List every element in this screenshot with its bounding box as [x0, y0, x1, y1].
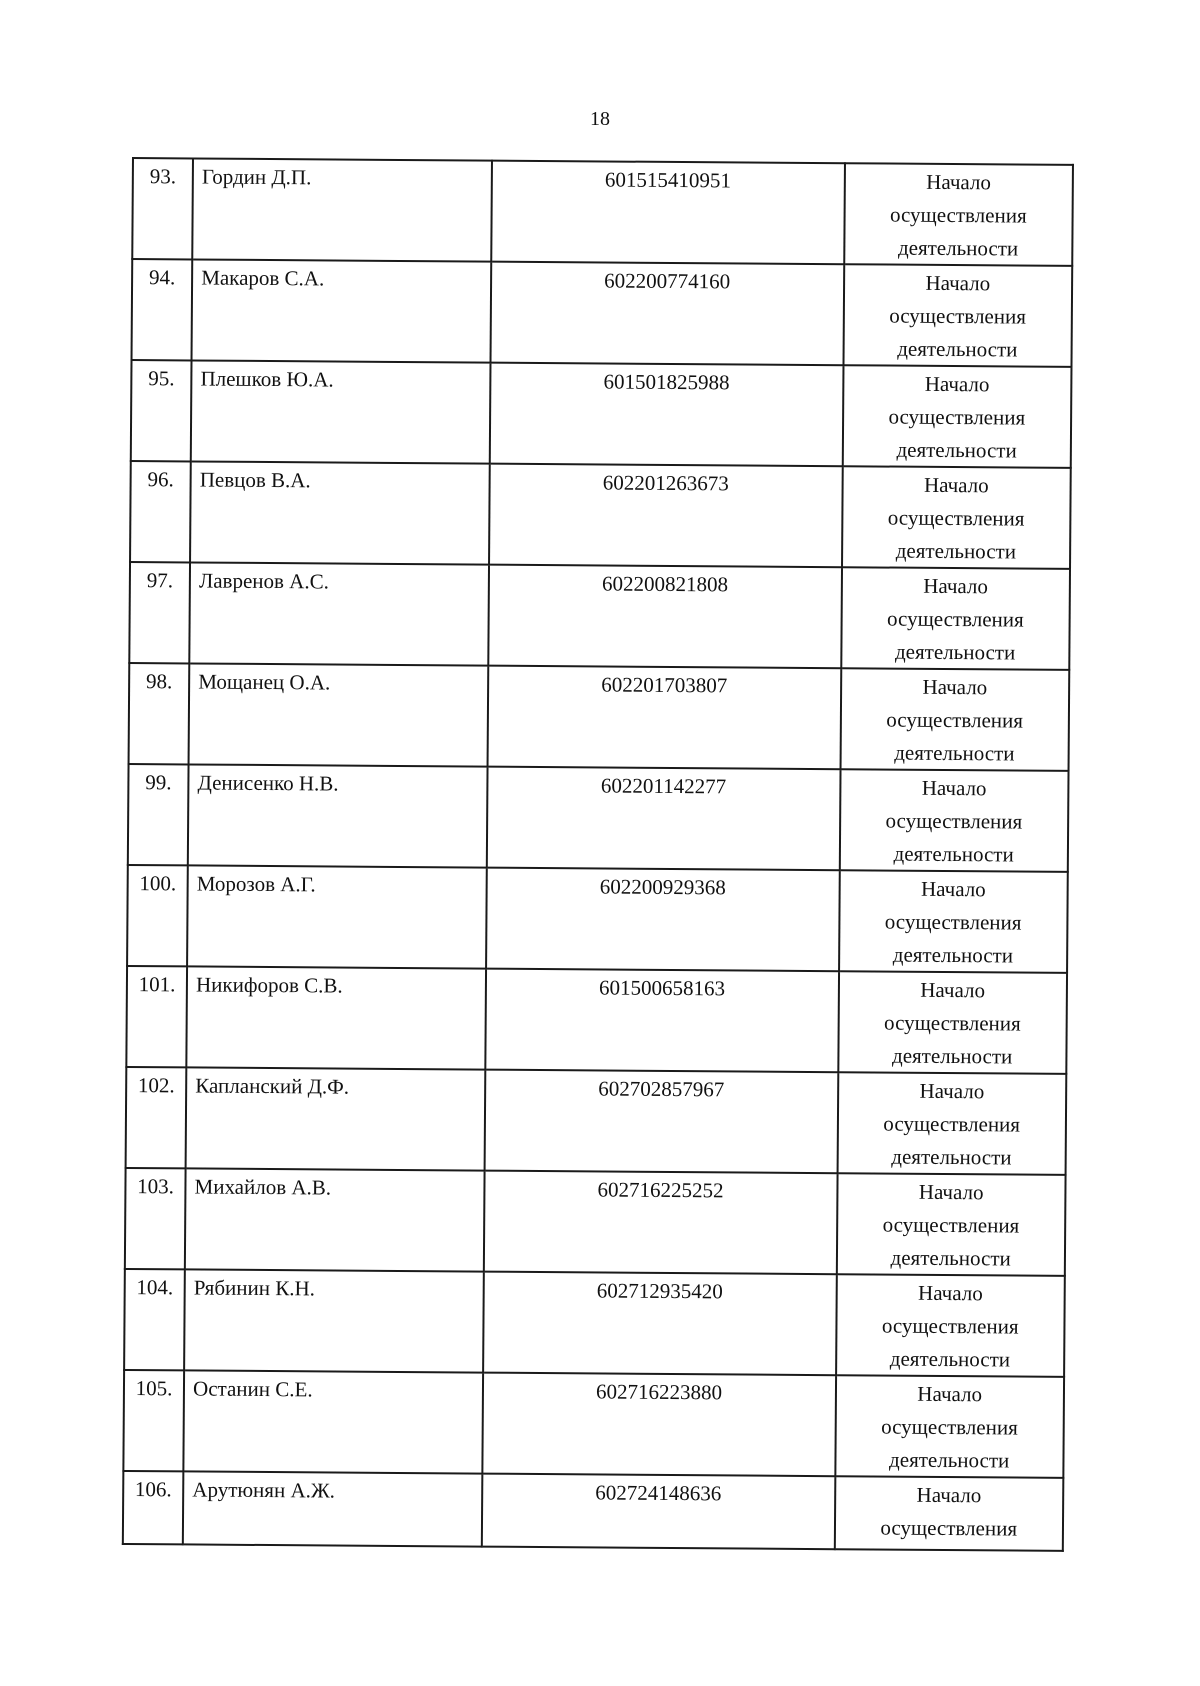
- person-name: Останин С.Е.: [183, 1370, 482, 1473]
- table-row: [124, 1269, 1065, 1377]
- table-row: [131, 360, 1072, 468]
- inn-number: 602716225252: [484, 1171, 837, 1275]
- person-name: Макаров С.А.: [192, 259, 491, 362]
- person-name: Морозов А.Г.: [187, 865, 486, 968]
- status-cell: [837, 1072, 1066, 1175]
- row-number: 100.: [127, 865, 188, 966]
- person-name: Гордин Д.П.: [192, 158, 491, 261]
- status-line: осуществления: [888, 404, 1026, 430]
- status-cell: [840, 668, 1069, 771]
- status-line: деятельности: [892, 942, 1014, 968]
- inn-number: 602200774160: [490, 262, 843, 366]
- registry-table-container: [122, 157, 1074, 1550]
- table-row: [126, 1067, 1067, 1175]
- status-cell: [841, 567, 1070, 670]
- table-row: [123, 1370, 1064, 1478]
- status-cell: [836, 1173, 1065, 1276]
- inn-number: 602201263673: [489, 464, 842, 568]
- status-line: Начало: [920, 977, 986, 1003]
- status-cell: [835, 1375, 1064, 1478]
- table-row: [132, 259, 1073, 367]
- status-line: деятельности: [895, 538, 1017, 564]
- person-name: Лавренов А.С.: [189, 562, 488, 665]
- status-line: осуществления: [886, 606, 1024, 632]
- status-cell: [843, 264, 1072, 367]
- inn-number: 602702857967: [484, 1070, 837, 1174]
- table-row: [132, 158, 1073, 266]
- status-line: Начало: [921, 775, 987, 801]
- inn-number: 602716223880: [482, 1373, 835, 1477]
- status-cell: [842, 466, 1071, 569]
- person-name: Певцов В.А.: [190, 461, 489, 564]
- status-line: осуществления: [881, 1414, 1018, 1440]
- status-line: деятельности: [894, 639, 1016, 665]
- status-line: деятельности: [891, 1043, 1013, 1069]
- table-row: [123, 1471, 1064, 1551]
- inn-number: 602724148636: [482, 1474, 835, 1550]
- person-name: Арутюнян А.Ж.: [183, 1471, 482, 1546]
- status-line: Начало: [919, 1078, 985, 1104]
- registry-table: [122, 157, 1074, 1552]
- status-cell: [842, 365, 1071, 468]
- status-cell: [839, 769, 1068, 872]
- table-row: [127, 865, 1068, 973]
- status-line: деятельности: [897, 336, 1018, 362]
- status-cell: [838, 971, 1067, 1074]
- status-line: деятельности: [889, 1346, 1011, 1372]
- inn-number: 602201703807: [487, 666, 840, 770]
- status-line: осуществления: [880, 1515, 1018, 1541]
- status-line: осуществления: [884, 1010, 1021, 1036]
- table-row: [129, 663, 1070, 771]
- row-number: 104.: [124, 1269, 185, 1370]
- row-number: 93.: [132, 158, 193, 259]
- person-name: Михайлов А.В.: [185, 1168, 484, 1271]
- row-number: 94.: [132, 259, 193, 360]
- status-line: Начало: [925, 270, 991, 296]
- status-cell: [834, 1476, 1063, 1551]
- page-number: 18: [590, 108, 610, 130]
- inn-number: 602200929368: [486, 868, 839, 972]
- row-number: 95.: [131, 360, 192, 461]
- row-number: 97.: [129, 562, 190, 663]
- row-number: 96.: [130, 461, 191, 562]
- person-name: Капланский Д.Ф.: [186, 1067, 485, 1170]
- inn-number: 601501825988: [490, 363, 843, 467]
- status-line: осуществления: [889, 202, 1027, 228]
- inn-number: 601500658163: [485, 969, 838, 1073]
- table-row: [129, 562, 1070, 670]
- row-number: 101.: [126, 966, 187, 1067]
- inn-number: 602201142277: [487, 767, 840, 871]
- status-line: Начало: [923, 472, 989, 498]
- status-line: деятельности: [897, 235, 1019, 261]
- status-line: осуществления: [889, 303, 1027, 329]
- row-number: 103.: [125, 1168, 186, 1269]
- status-line: деятельности: [889, 1447, 1010, 1473]
- status-line: Начало: [917, 1280, 983, 1306]
- inn-number: 601515410951: [491, 161, 844, 265]
- row-number: 99.: [128, 764, 189, 865]
- person-name: Рябинин К.Н.: [184, 1269, 483, 1372]
- status-line: деятельности: [896, 437, 1017, 463]
- status-line: осуществления: [885, 808, 1023, 834]
- row-number: 102.: [126, 1067, 187, 1168]
- status-line: деятельности: [890, 1245, 1011, 1271]
- row-number: 105.: [123, 1370, 184, 1471]
- row-number: 98.: [129, 663, 190, 764]
- status-line: Начало: [926, 169, 992, 195]
- status-line: деятельности: [891, 1144, 1012, 1170]
- table-row: [126, 966, 1067, 1074]
- status-line: осуществления: [886, 707, 1024, 733]
- status-line: Начало: [923, 573, 989, 599]
- status-cell: [836, 1274, 1065, 1377]
- status-line: осуществления: [884, 909, 1022, 935]
- status-line: Начало: [924, 371, 990, 397]
- status-line: осуществления: [887, 505, 1025, 531]
- status-line: Начало: [920, 876, 986, 902]
- inn-number: 602200821808: [488, 565, 841, 669]
- status-line: осуществления: [883, 1111, 1021, 1137]
- status-cell: [844, 163, 1073, 266]
- status-line: деятельности: [894, 740, 1015, 766]
- status-line: Начало: [918, 1179, 984, 1205]
- person-name: Плешков Ю.А.: [191, 360, 490, 463]
- table-row: [128, 764, 1069, 872]
- status-line: Начало: [916, 1482, 982, 1508]
- table-row: [130, 461, 1071, 569]
- status-line: осуществления: [881, 1313, 1019, 1339]
- table-row: [125, 1168, 1066, 1276]
- inn-number: 602712935420: [483, 1272, 836, 1376]
- person-name: Мощанец О.А.: [189, 663, 488, 766]
- status-line: осуществления: [882, 1212, 1020, 1238]
- person-name: Денисенко Н.В.: [188, 764, 487, 867]
- status-cell: [839, 870, 1068, 973]
- status-line: деятельности: [893, 841, 1014, 867]
- status-line: Начало: [917, 1381, 983, 1407]
- status-line: Начало: [922, 674, 988, 700]
- row-number: 106.: [123, 1471, 184, 1544]
- person-name: Никифоров С.В.: [186, 966, 485, 1069]
